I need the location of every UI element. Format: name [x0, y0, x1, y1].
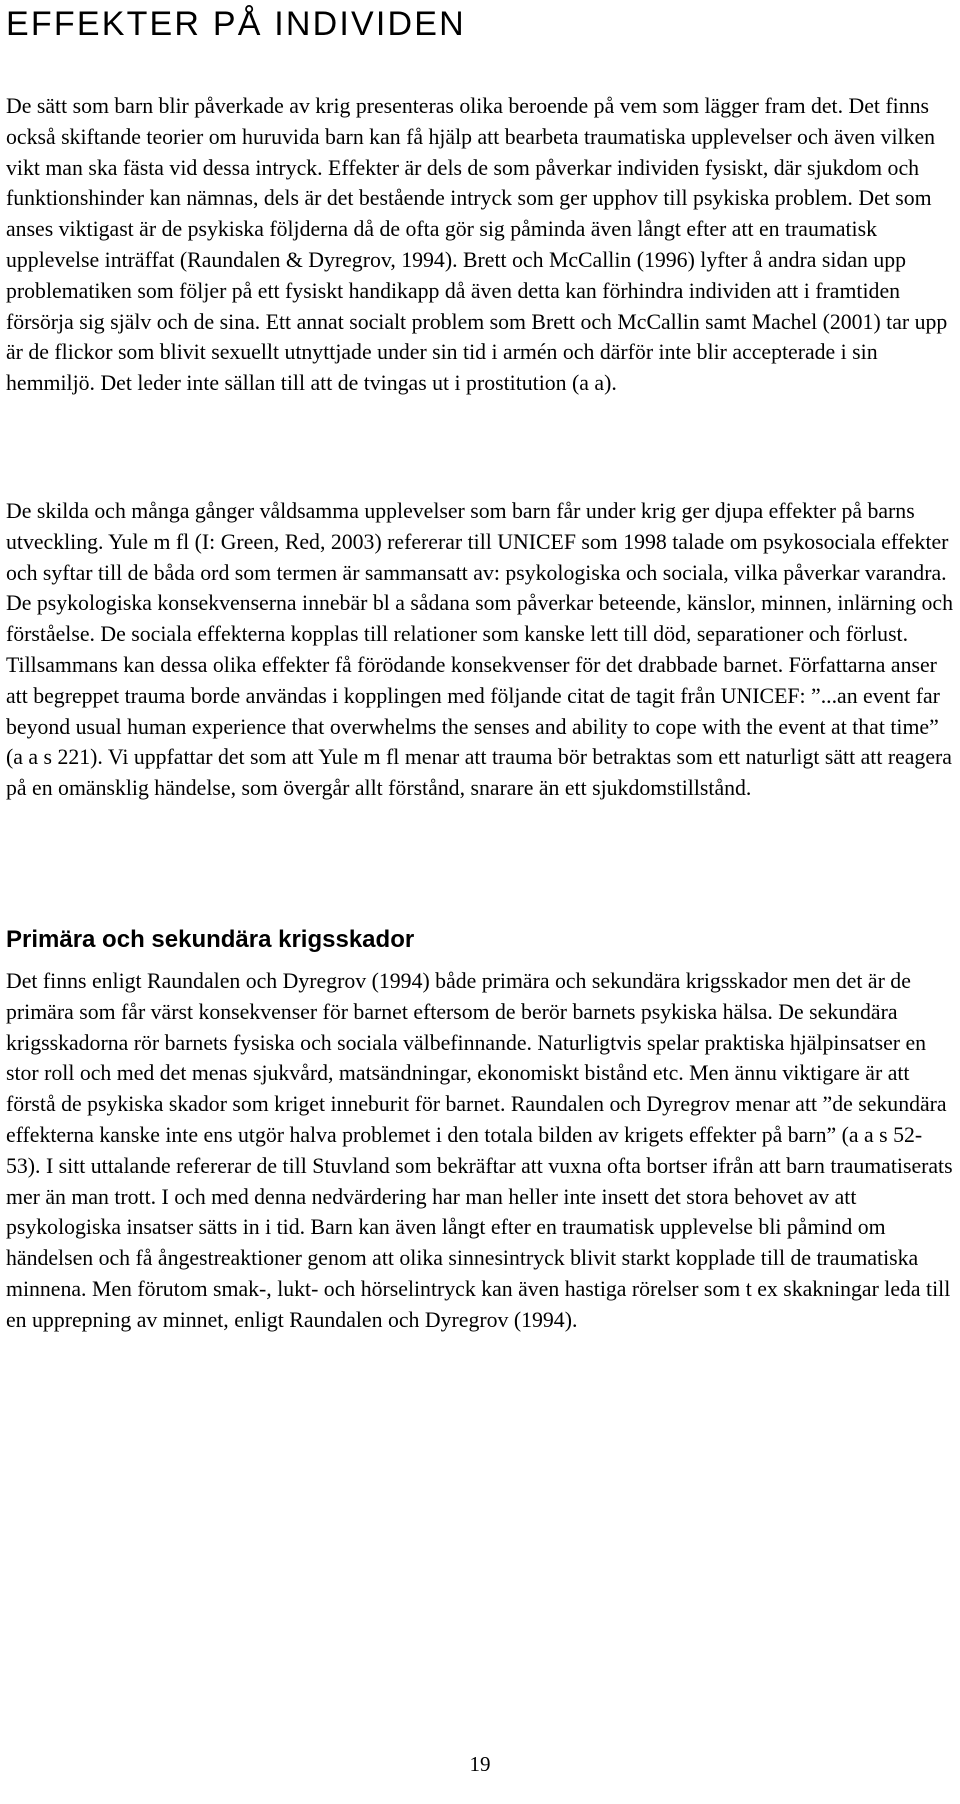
page-number: 19: [469, 1752, 491, 1776]
paragraph-intro: De sätt som barn blir påverkade av krig presenteras olika beroende på vem som lägger fram det. Det finns också skiftande teorier om huruvida barn kan få hjälp att bearbeta traumatiska upplevelser och även vilken vikt man ska fästa vid dessa intryck. Effekter är dels de som påverkar individen fysiskt, där sjukdom och funktionshinder kan nämnas, dels är det bestående intryck som ger upphov till psykiska problem. Det som anses viktigast är de psykiska följderna då de ofta gör sig påminda även långt efter att en traumatisk upplevelse inträffat (Raundalen & Dyregrov, 1994). Brett och McCallin (1996) lyfter å andra sidan upp problematiken som följer på ett fysiskt handikapp då även detta kan förhindra individen att i framtiden försörja sig själv och de sina. Ett annat socialt problem som Brett och McCallin samt Machel (2001) tar upp är de flickor som blivit sexuellt utnyttjade under sin tid i armén och därför inte blir accepterade i sin hemmiljö. Det leder inte sällan till att de tvingas ut i prostitution (a a).: [6, 94, 948, 396]
page-heading: EFFEKTER PÅ INDIVIDEN: [6, 5, 466, 43]
section-subheading: Primära och sekundära krigsskador: [6, 926, 415, 953]
paragraph-psychosocial-effects: De skilda och många gånger våldsamma upplevelser som barn får under krig ger djupa effekter på barns utveckling. Yule m fl (I: Green, Red, 2003) refererar till UNICEF som 1998 talade om psykosociala effekter och syftar till de båda ord som termen är sammansatt av: psykologiska och sociala, vilka påverkar varandra. De psykologiska konsekvenserna innebär bl a sådana som påverkar beteende, känslor, minnen, inlärning och förståelse. De sociala effekterna kopplas till relationer som kanske lett till död, separationer och förlust. Tillsammans kan dessa olika effekter få förödande konsekvenser för det drabbade barnet. Författarna anser att begreppet trauma borde användas i kopplingen med följande citat de tagit från UNICEF: ”...an event far beyond usual human experience that overwhelms the senses and ability to cope with the event at that time” (a a s 221). Vi uppfattar det som att Yule m fl menar att trauma bör betraktas som ett naturligt sätt att reagera på en omänsklig händelse, som övergår allt förstånd, snarare än ett sjukdomstillstånd.: [6, 499, 954, 801]
paragraph-war-injuries: Det finns enligt Raundalen och Dyregrov (1994) både primära och sekundära krigsskador men det är de primära som får värst konsekvenser för barnet eftersom de berör barnets psykiska hälsa. De sekundära krigsskadorna rör barnets fysiska och sociala välbefinnande. Naturligtvis spelar praktiska hjälpinsatser en stor roll och med det menas sjukvård, matsändningar, ekonomiskt bistånd etc. Men ännu viktigare är att förstå de psykiska skador som kriget inneburit för barnet. Raundalen och Dyregrov menar att ”de sekundära effekterna kanske inte ens utgör halva problemet i den totala bilden av krigets effekter på barn” (a a s 52-53). I sitt uttalande refererar de till Stuvland som bekräftar att vuxna ofta bortser ifrån att barn traumatiserats mer än man trott. I och med denna nedvärdering har man heller inte insett det stora behovet av att psykologiska insatser sätts in i tid. Barn kan även långt efter en traumatisk upplevelse bli påmind om händelsen och få ångestreaktioner genom att olika sinnesintryck blivit starkt kopplade till de traumatiska minnena. Men förutom smak-, lukt- och hörselintryck kan även hastiga rörelser som t ex skakningar leda till en upprepning av minnet, enligt Raundalen och Dyregrov (1994).: [6, 969, 953, 1332]
